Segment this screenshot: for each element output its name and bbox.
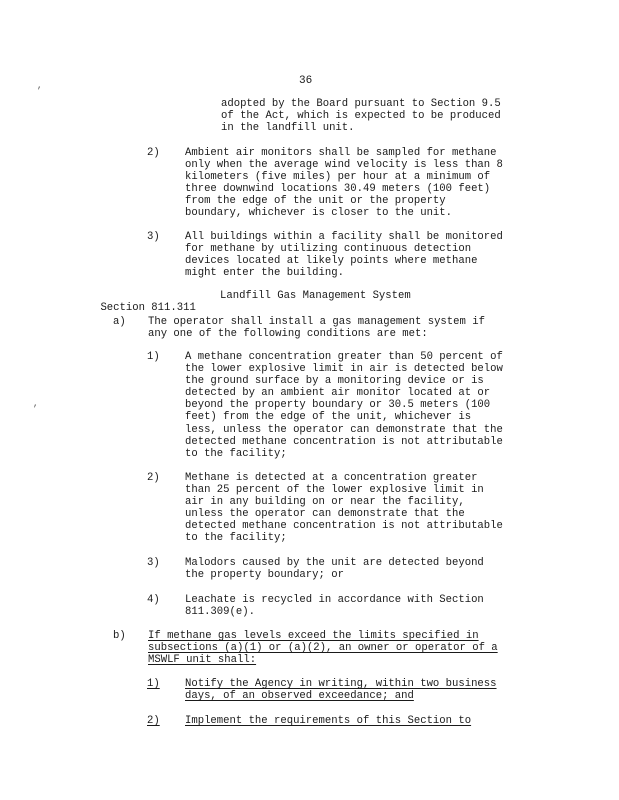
item-text: All buildings within a facility shall be monitored for methane by utilizing continuous detection devices located at likely points where methane might enter the building.: [185, 231, 503, 280]
item-text: A methane concentration greater than 50 percent of the lower explosive limit in air is detected below the ground surface by a monitoring device or is detected by an ambient air monitor located at or beyond the property boundary or 30.5 meters (100 feet) from the edge of the unit, whichever is less, unless the operator can demonstrate that the detected methane concentration is not attributable to the facility;: [185, 351, 503, 460]
page-number: 36: [299, 75, 313, 87]
subsection-letter: b): [113, 630, 126, 642]
section-title: Landfill Gas Management System: [220, 290, 411, 302]
item-text: Implement the requirements of this Section to: [185, 715, 472, 727]
item-text: Ambient air monitors shall be sampled for methane only when the average wind velocity is less than 8 kilometers (five miles) per hour at a minimum of three downwind locations 30.49 meters (100 feet) from the edge of the unit or the property boundary, whichever is closer to the unit.: [185, 147, 503, 220]
item-number: 2): [147, 472, 160, 484]
stray-mark: ,: [37, 81, 43, 91]
subsection-text: If methane gas levels exceed the limits specified in subsections (a)(1) or (a)(2), an owner or operator of a MSWLF unit shall:: [148, 630, 498, 667]
section-label: Section 811.311: [100, 302, 196, 315]
item-text: Leachate is recycled in accordance with Section 811.309(e).: [185, 594, 484, 619]
item-text: Notify the Agency in writing, within two business days, of an observed exceedance; and: [185, 678, 497, 703]
stray-mark: ,: [33, 399, 39, 409]
item-number: 2): [147, 715, 160, 727]
item-number: 3): [147, 557, 160, 569]
item-number: 2): [147, 147, 160, 159]
subsection-letter: a): [113, 316, 126, 328]
continuation-text: adopted by the Board pursuant to Section 9.5 of the Act, which is expected to be produced in the landfill unit.: [221, 98, 501, 135]
item-text: Methane is detected at a concentration greater than 25 percent of the lower explosive limit in air in any building on or near the facility, unless the operator can demonstrate that the detected methane concentration is not attributable to the facility;: [185, 472, 503, 545]
subsection-text: The operator shall install a gas management system if any one of the following conditions are met:: [148, 316, 485, 341]
item-number: 1): [147, 678, 160, 690]
item-text: Malodors caused by the unit are detected beyond the property boundary; or: [185, 557, 484, 582]
item-number: 1): [147, 351, 160, 363]
item-number: 4): [147, 594, 160, 606]
item-number: 3): [147, 231, 160, 243]
